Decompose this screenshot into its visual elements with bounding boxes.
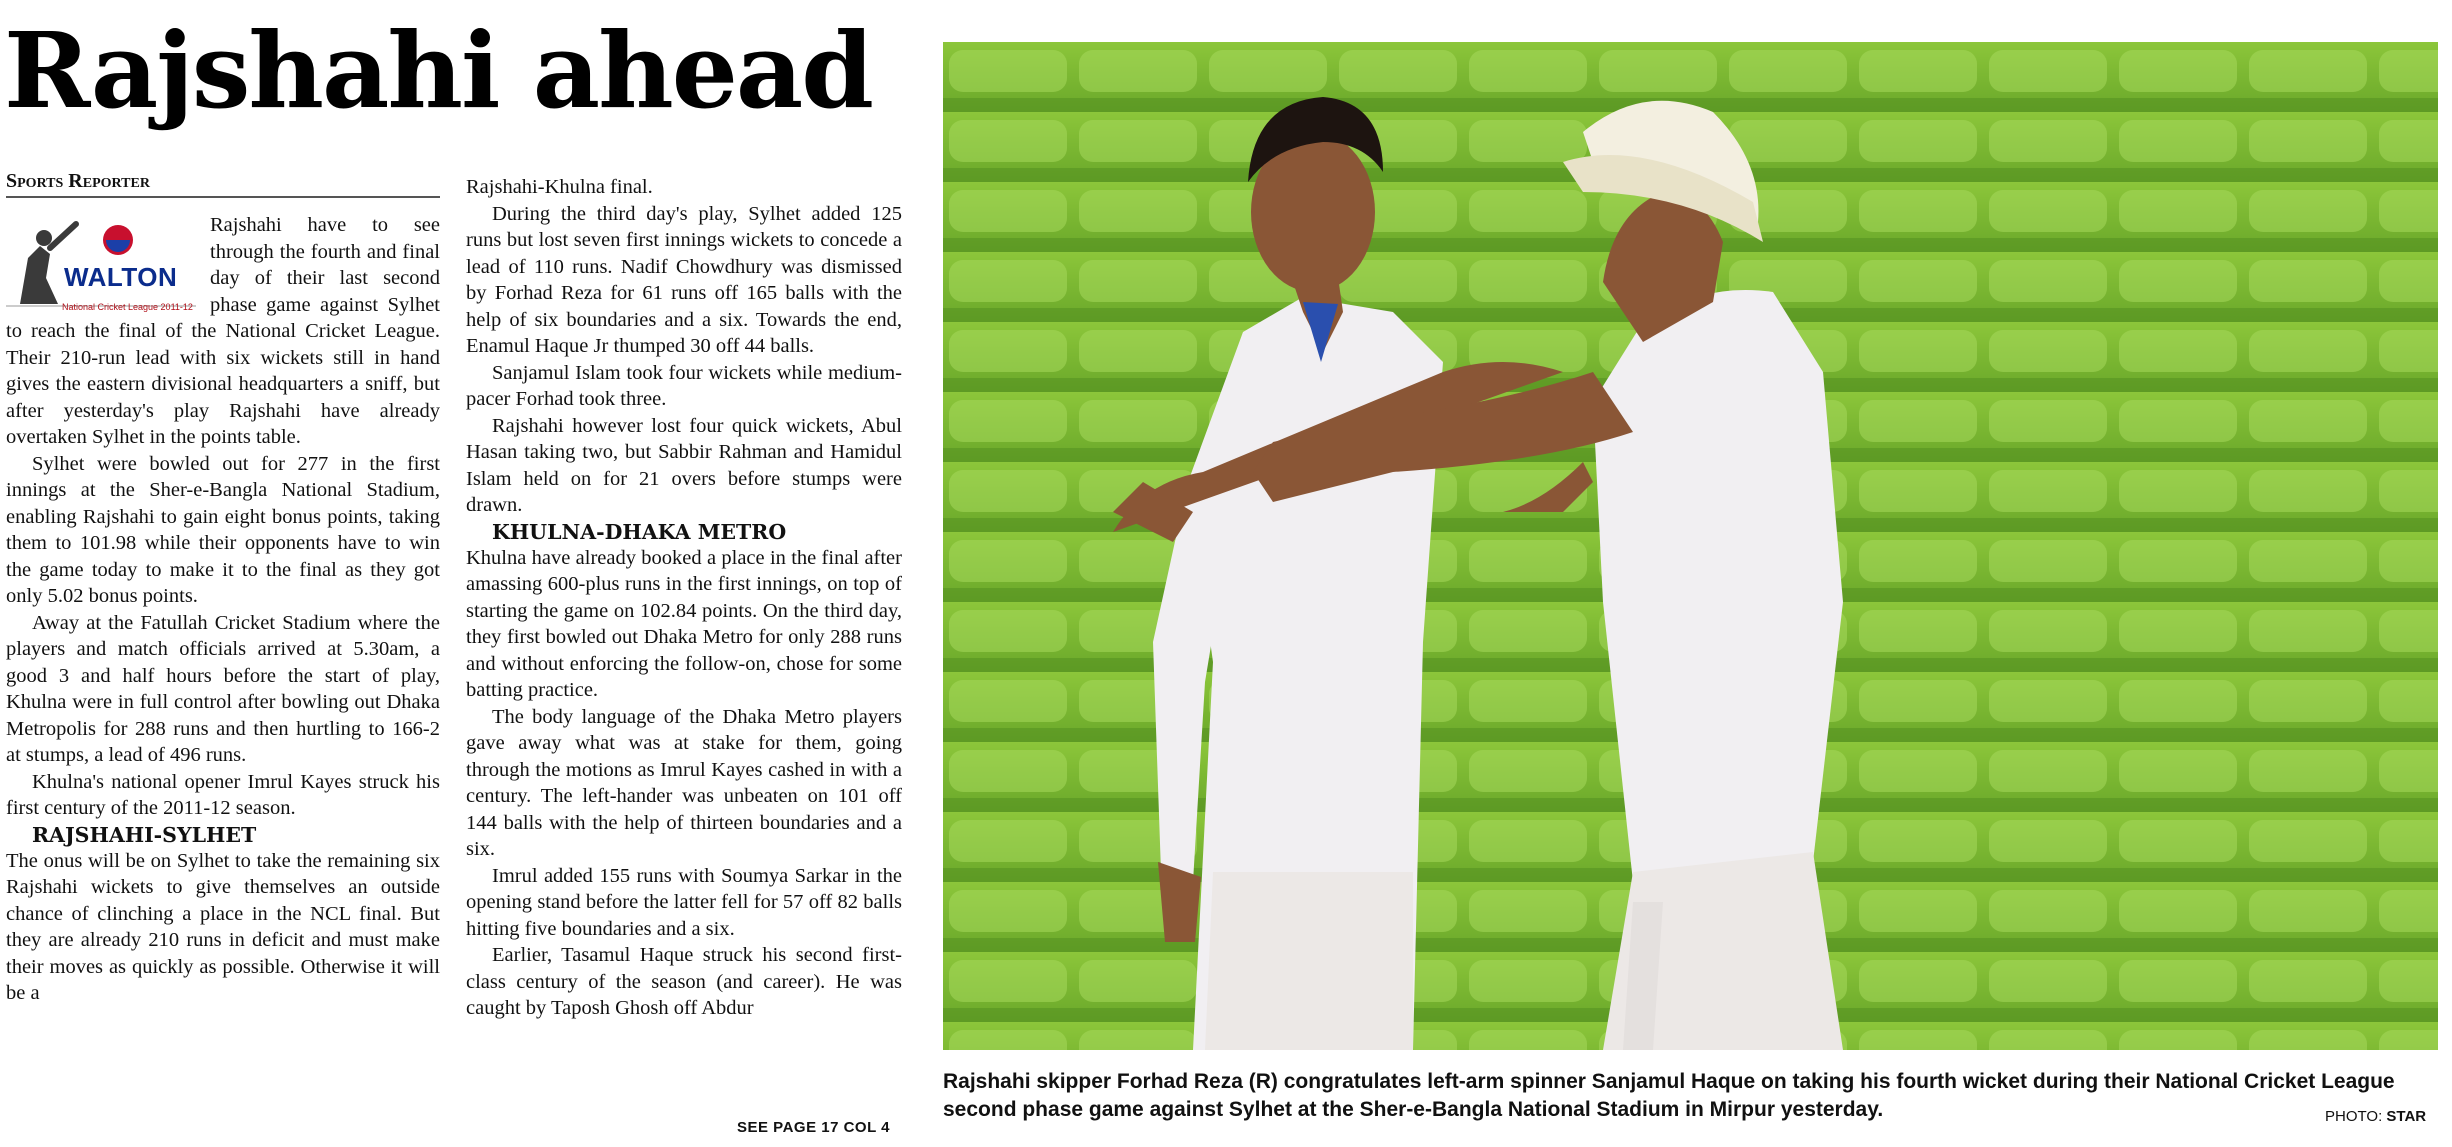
paragraph: Sanjamul Islam took four wickets while medium-pacer Forhad took three. (466, 361, 902, 410)
paragraph: Earlier, Tasamul Haque struck his second first-class century of the season (and career). He was caught by Taposh Ghosh off Abdur (466, 944, 902, 1019)
paragraph: Away at the Fatullah Cricket Stadium where the players and match officials arrived at 5.30am, a good 3 and half hours before the start of play, Khulna were in full control after bowling out Dhaka Metropolis for 288 runs and then hurtling to 166-2 at stumps, a lead of 496 runs. (6, 611, 440, 766)
article-column-2-wrap (466, 174, 902, 1134)
match-photo (943, 42, 2438, 1050)
logo-subtitle: National Cricket League 2011-12 (62, 302, 193, 312)
photo-caption: Rajshahi skipper Forhad Reza (R) congratulates left-arm spinner Sanjamul Haque on taking his fourth wicket during their National Cricket League second phase game against Sylhet at the Sher-e-Bangla National Stadium in Mirpur yesterday. (943, 1070, 2395, 1121)
headline: Rajshahi ahead (4, 9, 872, 132)
photo-credit (2325, 1108, 2426, 1125)
logo-brand: WALTON (64, 262, 178, 292)
paragraph: Khulna have already booked a place in the final after amassing 600-plus runs in the first innings, on top of starting the game on 102.84 points. On the third day, they first bowled out Dhaka Metro for only 288 runs and without enforcing the follow-on, chose for some batting practice. (466, 546, 902, 701)
subhead-khulna-dhaka-metro: KHULNA-DHAKA METRO (492, 519, 787, 544)
paragraph: The body language of the Dhaka Metro players gave away what was at stake for them, going through the motions as Imrul Kayes cashed in with a century. The left-hander was unbeaten on 101 off 144 balls with the help of thirteen boundaries and a six. (466, 705, 902, 860)
article-column-1 (6, 212, 440, 1007)
paragraph: Rajshahi-Khulna final. (466, 176, 653, 198)
subhead-rajshahi-sylhet: RAJSHAHI-SYLHET (32, 822, 257, 847)
paragraph: During the third day's play, Sylhet added 125 runs but lost seven first innings wickets to concede a lead of 110 runs. Nadif Chowdhury was dismissed by Forhad Reza for 61 runs off 165 balls with the help of six boundaries and a six. Towards the end, Enamul Haque Jr thumped 30 off 44 balls. (466, 202, 902, 357)
article-column-2 (466, 174, 902, 1022)
cricketers-celebrating-photo (943, 42, 2438, 1050)
paragraph: Sylhet were bowled out for 277 in the first innings at the Sher-e-Bangla National Stadium, enabling Rajshahi to gain eight bonus points, taking them to 101.98 while their opponents have to win the game today to make it to the final as they got only 5.02 bonus points. (6, 452, 440, 607)
photo-credit-source: STAR (2386, 1108, 2427, 1125)
paragraph: The onus will be on Sylhet to take the remaining six Rajshahi wickets to give themselves an outside chance of clinching a place in the NCL final. But they are already 210 runs in deficit and must make their moves as quickly as possible. Otherwise it will be a (6, 849, 440, 1004)
walton-ncl-logo (6, 218, 196, 312)
photo-credit-label: PHOTO: (2325, 1108, 2383, 1125)
continued-link[interactable]: SEE PAGE 17 COL 4 (737, 1119, 890, 1136)
paragraph: Rajshahi have to see through the fourth and final day of their last second phase game against Sylhet to reach the final of the National Cricket League. Their 210-run lead with six wickets still in hand gives the eastern divisional headquarters a sniff, but after yesterday's play Rajshahi have already overtaken Sylhet in the points table. (6, 214, 440, 448)
paragraph: Imrul added 155 runs with Soumya Sarkar in the opening stand before the latter fell for 57 off 82 balls hitting five boundaries and a six. (466, 864, 902, 940)
paragraph: Khulna's national opener Imrul Kayes struck his first century of the 2011-12 season. (6, 770, 440, 819)
byline: Sports Reporter (6, 170, 440, 198)
paragraph: Rajshahi however lost four quick wickets, Abul Hasan taking two, but Sabbir Rahman and Hamidul Islam held on for 21 overs before stumps were drawn. (466, 414, 902, 516)
